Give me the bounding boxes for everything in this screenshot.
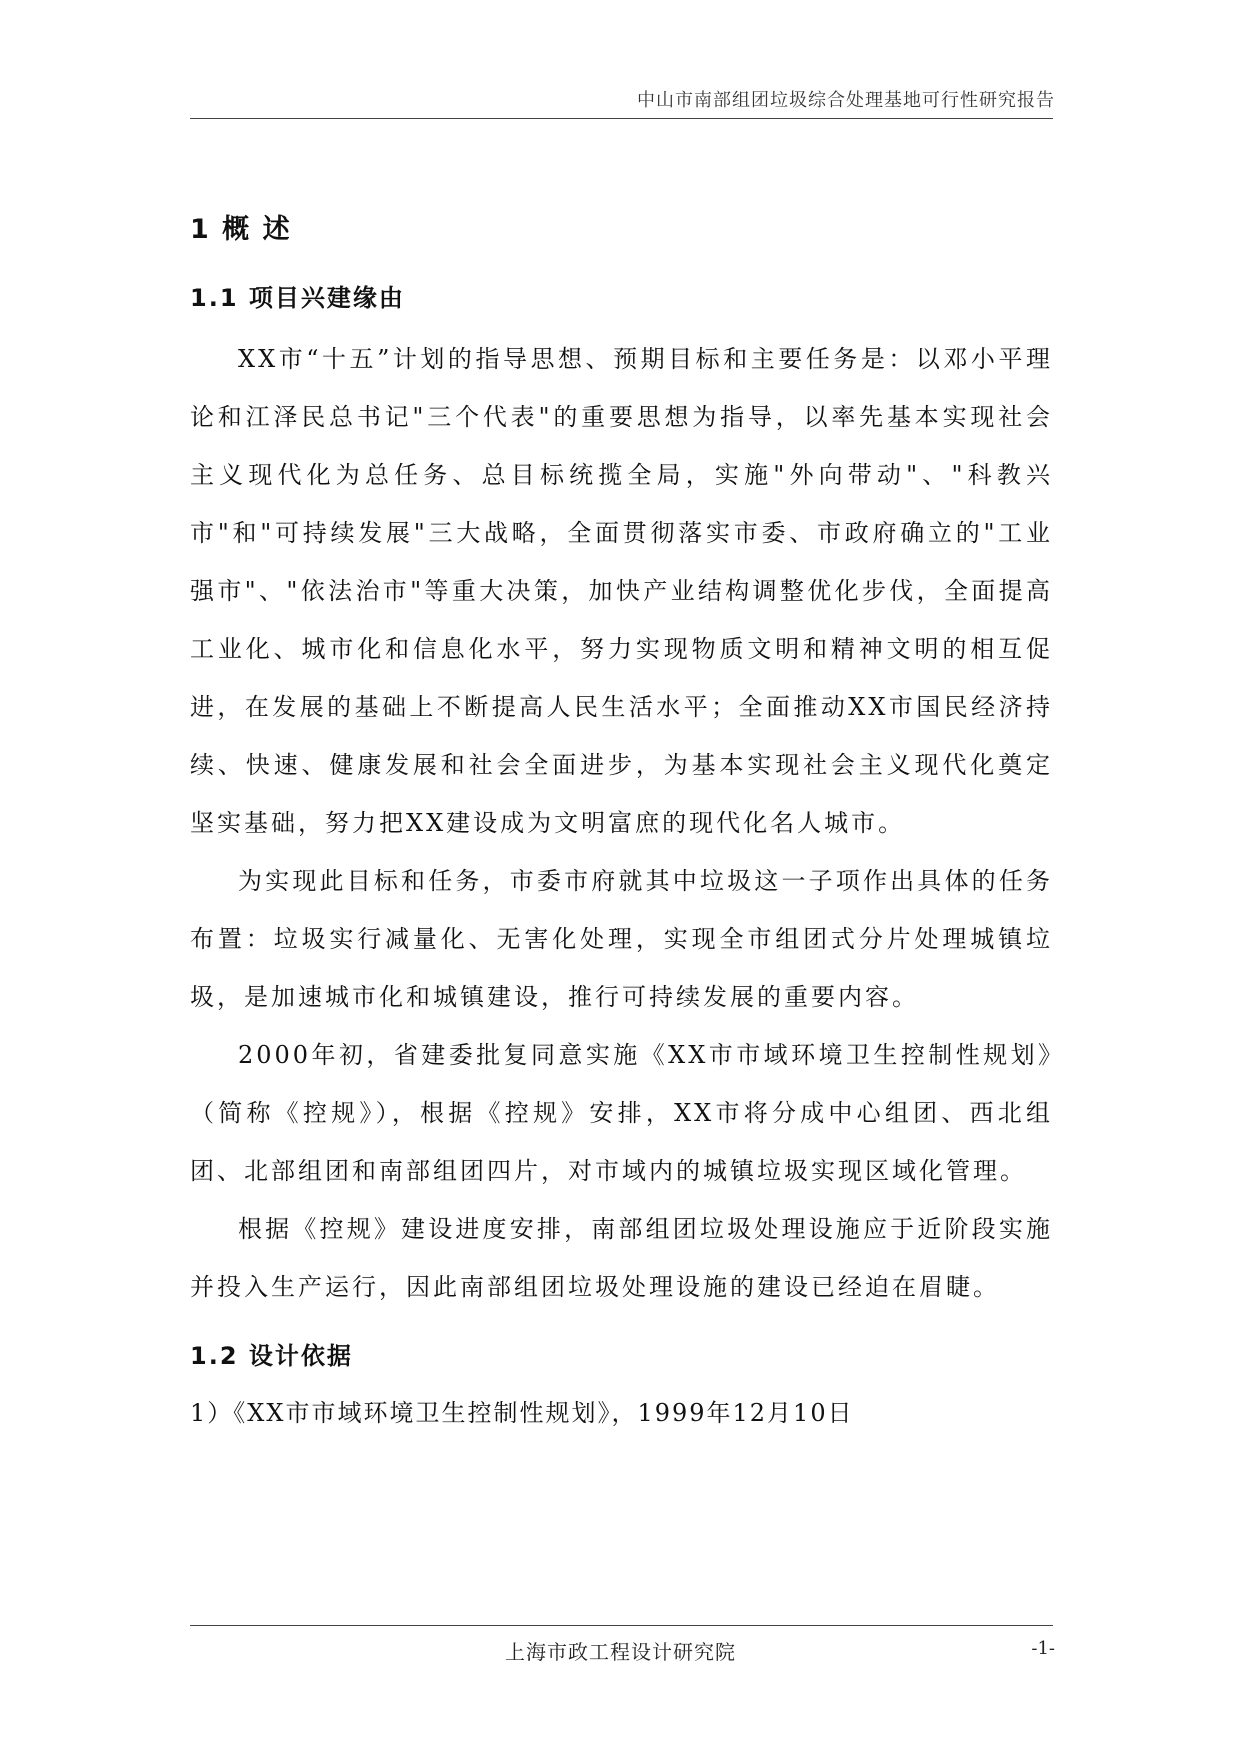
section-heading-1-1: 1.1 项目兴建缘由 [190,284,405,312]
paragraph-1: XX市“十五”计划的指导思想、预期目标和主要任务是：以邓小平理论和江泽民总书记"三个代表"的重要思想为指导，以率先基本实现社会主义现代化为总任务、总目标统揽全局，实施"外向带动"、"科教兴市"和"可持续发展"三大战略，全面贯彻落实市委、市政府确立的"工业强市"、"依法治市"等重大决策，加快产业结构调整优化步伐，全面提高工业化、城市化和信息化水平，努力实现物质文明和精神文明的相互促进，在发展的基础上不断提高人民生活水平；全面推动XX市国民经济持续、快速、健康发展和社会全面进步，为基本实现社会主义现代化奠定坚实基础，努力把XX建设成为文明富庶的现代化名人城市。 [190,345,1053,837]
header-divider [190,118,1053,119]
paragraph-2: 为实现此目标和任务，市委市府就其中垃圾这一子项作出具体的任务布置：垃圾实行减量化、无害化处理，实现全市组团式分片处理城镇垃圾，是加速城市化和城镇建设，推行可持续发展的重要内容。 [190,867,1053,1011]
section-heading-1-2: 1.2 设计依据 [190,1342,353,1370]
paragraph-3: 2000年初，省建委批复同意实施《XX市市域环境卫生控制性规划》（简称《控规》），根据《控规》安排，XX市将分成中心组团、西北组团、北部组团和南部组团四片，对市域内的城镇垃圾实现区域化管理。 [190,1041,1053,1185]
reference-item: 1）《XX市市域环境卫生控制性规划》，1999年12月10日 [190,1399,854,1427]
chapter-heading: 1 概 述 [190,214,292,245]
footer-organization: 上海市政工程设计研究院 [505,1640,736,1664]
page-number: -1- [1031,1638,1055,1659]
running-header-title: 中山市南部组团垃圾综合处理基地可行性研究报告 [637,90,1055,111]
document-body [190,210,1053,1438]
footer-divider [190,1625,1053,1626]
paragraph-4: 根据《控规》建设进度安排，南部组团垃圾处理设施应于近阶段实施并投入生产运行，因此南部组团垃圾处理设施的建设已经迫在眉睫。 [190,1215,1053,1301]
